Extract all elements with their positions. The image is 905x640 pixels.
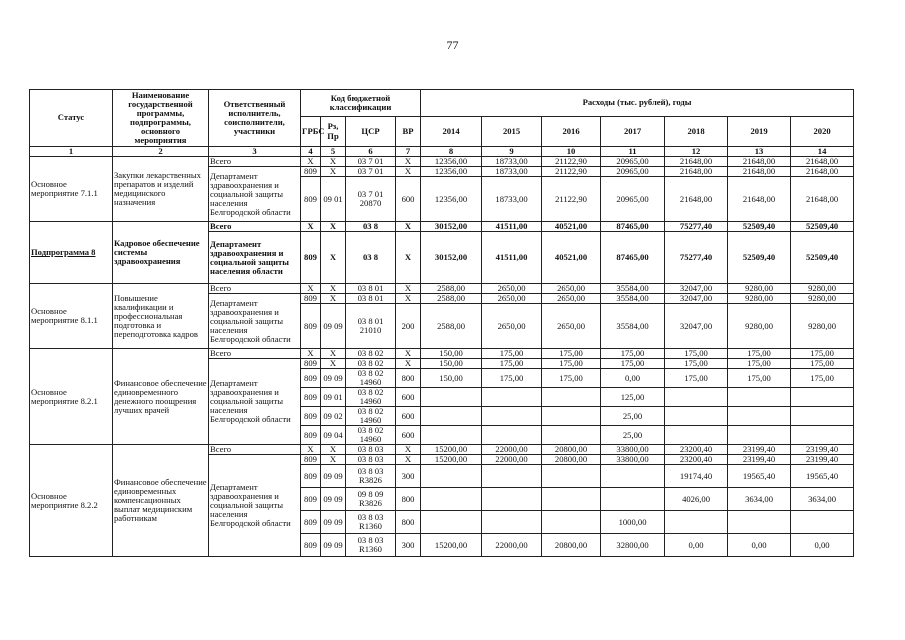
column-number: 10 bbox=[542, 147, 601, 157]
vr-cell: Х bbox=[396, 167, 421, 177]
vr-cell: 800 bbox=[396, 369, 421, 388]
column-number: 2 bbox=[113, 147, 209, 157]
table-row bbox=[30, 284, 854, 294]
vr-cell: 600 bbox=[396, 388, 421, 407]
expense-cell bbox=[421, 407, 482, 426]
expense-cell: 9280,00 bbox=[791, 304, 854, 349]
rzpr-cell: Х bbox=[321, 157, 346, 167]
csr-cell: 03 8 03 R1360 bbox=[346, 511, 396, 534]
expense-cell bbox=[421, 426, 482, 445]
expense-cell: 0,00 bbox=[728, 534, 791, 557]
expense-cell bbox=[601, 465, 665, 488]
vr-cell: Х bbox=[396, 284, 421, 294]
rzpr-cell: Х bbox=[321, 232, 346, 284]
grbs-cell: 809 bbox=[301, 426, 321, 445]
rzpr-cell: 09 01 bbox=[321, 177, 346, 222]
expense-cell: 52509,40 bbox=[791, 222, 854, 232]
expense-cell: 175,00 bbox=[482, 369, 542, 388]
expense-cell: 15200,00 bbox=[421, 534, 482, 557]
table-row bbox=[30, 445, 854, 455]
expense-cell: 175,00 bbox=[482, 349, 542, 359]
rzpr-cell: Х bbox=[321, 359, 346, 369]
expense-cell: 21648,00 bbox=[728, 167, 791, 177]
grbs-cell: 809 bbox=[301, 359, 321, 369]
expense-cell bbox=[542, 407, 601, 426]
expense-cell bbox=[791, 426, 854, 445]
rzpr-cell: Х bbox=[321, 455, 346, 465]
expense-cell bbox=[482, 511, 542, 534]
executor-cell: Всего bbox=[209, 445, 301, 455]
executor-cell: Всего bbox=[209, 284, 301, 294]
grbs-cell: 809 bbox=[301, 294, 321, 304]
expense-cell: 175,00 bbox=[665, 349, 728, 359]
grbs-cell: 809 bbox=[301, 304, 321, 349]
expense-cell: 4026,00 bbox=[665, 488, 728, 511]
expense-cell: 32047,00 bbox=[665, 284, 728, 294]
header-csr: ЦСР bbox=[346, 117, 396, 147]
expense-cell: 25,00 bbox=[601, 426, 665, 445]
column-number: 14 bbox=[791, 147, 854, 157]
vr-cell: Х bbox=[396, 445, 421, 455]
expense-cell: 20800,00 bbox=[542, 455, 601, 465]
csr-cell: 09 8 09 R3826 bbox=[346, 488, 396, 511]
rzpr-cell: 09 09 bbox=[321, 465, 346, 488]
expense-cell: 33800,00 bbox=[601, 445, 665, 455]
expense-cell: 21122,90 bbox=[542, 167, 601, 177]
table-row bbox=[30, 349, 854, 359]
expense-cell bbox=[542, 488, 601, 511]
expense-cell: 175,00 bbox=[542, 349, 601, 359]
expense-cell: 21648,00 bbox=[665, 177, 728, 222]
expense-cell: 22000,00 bbox=[482, 534, 542, 557]
table-body bbox=[30, 157, 854, 557]
name-cell: Финансовое обеспечение единовременных компенсационных выплат медицинским работникам bbox=[113, 445, 209, 557]
expense-cell: 175,00 bbox=[791, 349, 854, 359]
column-number: 7 bbox=[396, 147, 421, 157]
expense-cell: 175,00 bbox=[542, 369, 601, 388]
expense-cell: 9280,00 bbox=[791, 284, 854, 294]
expense-cell: 175,00 bbox=[482, 359, 542, 369]
expense-cell bbox=[482, 426, 542, 445]
header-status: Статус bbox=[30, 90, 113, 147]
expense-cell: 23199,40 bbox=[791, 455, 854, 465]
budget-table bbox=[29, 89, 854, 557]
header-vr: ВР bbox=[396, 117, 421, 147]
header-year: 2018 bbox=[665, 117, 728, 147]
expense-cell: 12356,00 bbox=[421, 157, 482, 167]
executor-cell: Всего bbox=[209, 349, 301, 359]
expense-cell: 21648,00 bbox=[791, 157, 854, 167]
status-cell: Основное мероприятие 7.1.1 bbox=[30, 157, 113, 222]
expense-cell bbox=[728, 407, 791, 426]
header-name: Наименование государственной программы, подпрограммы, основного мероприятия bbox=[113, 90, 209, 147]
expense-cell bbox=[665, 426, 728, 445]
header-expenses: Расходы (тыс. рублей), годы bbox=[421, 90, 854, 117]
expense-cell: 3634,00 bbox=[728, 488, 791, 511]
csr-cell: 03 8 02 14960 bbox=[346, 369, 396, 388]
rzpr-cell: Х bbox=[321, 222, 346, 232]
expense-cell: 33800,00 bbox=[601, 455, 665, 465]
expense-cell bbox=[421, 488, 482, 511]
expense-cell: 32047,00 bbox=[665, 294, 728, 304]
name-cell: Закупки лекарственных препаратов и изделий медицинского назначения bbox=[113, 157, 209, 222]
expense-cell: 30152,00 bbox=[421, 222, 482, 232]
expense-cell: 21648,00 bbox=[665, 167, 728, 177]
table-row bbox=[30, 222, 854, 232]
expense-cell bbox=[482, 407, 542, 426]
expense-cell: 9280,00 bbox=[728, 304, 791, 349]
expense-cell: 25,00 bbox=[601, 407, 665, 426]
status-cell: Основное мероприятие 8.1.1 bbox=[30, 284, 113, 349]
rzpr-cell: Х bbox=[321, 294, 346, 304]
expense-cell: 40521,00 bbox=[542, 232, 601, 284]
expense-cell: 52509,40 bbox=[728, 222, 791, 232]
expense-cell: 1000,00 bbox=[601, 511, 665, 534]
csr-cell: 03 8 02 14960 bbox=[346, 426, 396, 445]
expense-cell: 2650,00 bbox=[542, 304, 601, 349]
expense-cell: 9280,00 bbox=[728, 294, 791, 304]
expense-cell: 75277,40 bbox=[665, 232, 728, 284]
expense-cell bbox=[421, 511, 482, 534]
rzpr-cell: 09 09 bbox=[321, 488, 346, 511]
expense-cell: 18733,00 bbox=[482, 167, 542, 177]
column-number: 13 bbox=[728, 147, 791, 157]
rzpr-cell: 09 09 bbox=[321, 534, 346, 557]
expense-cell: 12356,00 bbox=[421, 167, 482, 177]
expense-cell: 175,00 bbox=[665, 369, 728, 388]
column-number: 1 bbox=[30, 147, 113, 157]
executor-cell: Департамент здравоохранения и социальной защиты населения Белгородской области bbox=[209, 167, 301, 222]
vr-cell: Х bbox=[396, 349, 421, 359]
expense-cell: 125,00 bbox=[601, 388, 665, 407]
expense-cell bbox=[791, 388, 854, 407]
expense-cell: 52509,40 bbox=[728, 232, 791, 284]
expense-cell: 87465,00 bbox=[601, 232, 665, 284]
expense-cell bbox=[728, 426, 791, 445]
grbs-cell: Х bbox=[301, 349, 321, 359]
expense-cell: 175,00 bbox=[728, 359, 791, 369]
csr-cell: 03 8 01 bbox=[346, 284, 396, 294]
expense-cell: 75277,40 bbox=[665, 222, 728, 232]
name-cell: Повышение квалификации и профессиональная подготовка и переподготовка кадров bbox=[113, 284, 209, 349]
expense-cell bbox=[482, 488, 542, 511]
expense-cell: 175,00 bbox=[542, 359, 601, 369]
executor-cell: Всего bbox=[209, 222, 301, 232]
expense-cell bbox=[728, 511, 791, 534]
executor-cell: Департамент здравоохранения и социальной защиты населения Белгородской области bbox=[209, 455, 301, 557]
expense-cell: 23199,40 bbox=[728, 455, 791, 465]
expense-cell: 87465,00 bbox=[601, 222, 665, 232]
column-number: 5 bbox=[321, 147, 346, 157]
expense-cell: 20800,00 bbox=[542, 445, 601, 455]
executor-cell: Департамент здравоохранения и социальной защиты населения области bbox=[209, 232, 301, 284]
vr-cell: 300 bbox=[396, 534, 421, 557]
csr-cell: 03 8 02 14960 bbox=[346, 407, 396, 426]
expense-cell: 32800,00 bbox=[601, 534, 665, 557]
expense-cell: 35584,00 bbox=[601, 284, 665, 294]
column-number: 9 bbox=[482, 147, 542, 157]
csr-cell: 03 7 01 bbox=[346, 167, 396, 177]
grbs-cell: Х bbox=[301, 284, 321, 294]
header-year: 2017 bbox=[601, 117, 665, 147]
rzpr-cell: 09 04 bbox=[321, 426, 346, 445]
csr-cell: 03 8 03 bbox=[346, 455, 396, 465]
expense-cell bbox=[601, 488, 665, 511]
table-row bbox=[30, 157, 854, 167]
name-cell: Финансовое обеспечение единовременного денежного поощрения лучших врачей bbox=[113, 349, 209, 445]
expense-cell: 41511,00 bbox=[482, 222, 542, 232]
expense-cell bbox=[665, 407, 728, 426]
csr-cell: 03 8 02 bbox=[346, 349, 396, 359]
grbs-cell: 809 bbox=[301, 407, 321, 426]
expense-cell bbox=[421, 388, 482, 407]
vr-cell: Х bbox=[396, 294, 421, 304]
expense-cell bbox=[542, 511, 601, 534]
status-cell: Основное мероприятие 8.2.2 bbox=[30, 445, 113, 557]
expense-cell bbox=[542, 388, 601, 407]
vr-cell: 600 bbox=[396, 426, 421, 445]
expense-cell: 9280,00 bbox=[791, 294, 854, 304]
expense-cell: 20965,00 bbox=[601, 157, 665, 167]
expense-cell: 21648,00 bbox=[791, 167, 854, 177]
column-number: 4 bbox=[301, 147, 321, 157]
grbs-cell: Х bbox=[301, 222, 321, 232]
expense-cell bbox=[665, 388, 728, 407]
expense-cell: 15200,00 bbox=[421, 455, 482, 465]
expense-cell: 175,00 bbox=[791, 369, 854, 388]
executor-cell: Всего bbox=[209, 157, 301, 167]
expense-cell: 23199,40 bbox=[791, 445, 854, 455]
expense-cell bbox=[542, 426, 601, 445]
header-year: 2015 bbox=[482, 117, 542, 147]
expense-cell: 20965,00 bbox=[601, 177, 665, 222]
expense-cell: 2650,00 bbox=[482, 294, 542, 304]
csr-cell: 03 8 bbox=[346, 222, 396, 232]
grbs-cell: 809 bbox=[301, 388, 321, 407]
expense-cell: 150,00 bbox=[421, 359, 482, 369]
header-year: 2019 bbox=[728, 117, 791, 147]
expense-cell bbox=[791, 511, 854, 534]
expense-cell: 0,00 bbox=[601, 369, 665, 388]
status-cell: Основное мероприятие 8.2.1 bbox=[30, 349, 113, 445]
expense-cell bbox=[542, 465, 601, 488]
expense-cell: 23200,40 bbox=[665, 445, 728, 455]
grbs-cell: 809 bbox=[301, 455, 321, 465]
expense-cell: 2650,00 bbox=[482, 284, 542, 294]
expense-cell: 21648,00 bbox=[728, 157, 791, 167]
expense-cell: 19565,40 bbox=[791, 465, 854, 488]
vr-cell: 800 bbox=[396, 488, 421, 511]
expense-cell: 15200,00 bbox=[421, 445, 482, 455]
grbs-cell: 809 bbox=[301, 534, 321, 557]
header-grbs: ГРБС bbox=[301, 117, 321, 147]
vr-cell: Х bbox=[396, 359, 421, 369]
header-year: 2016 bbox=[542, 117, 601, 147]
expense-cell: 175,00 bbox=[791, 359, 854, 369]
expense-cell: 23200,40 bbox=[665, 455, 728, 465]
expense-cell: 21122,90 bbox=[542, 177, 601, 222]
rzpr-cell: Х bbox=[321, 167, 346, 177]
expense-cell: 21648,00 bbox=[728, 177, 791, 222]
csr-cell: 03 8 01 bbox=[346, 294, 396, 304]
grbs-cell: 809 bbox=[301, 465, 321, 488]
name-cell: Кадровое обеспечение системы здравоохранения bbox=[113, 222, 209, 284]
expense-cell: 19565,40 bbox=[728, 465, 791, 488]
expense-cell: 32047,00 bbox=[665, 304, 728, 349]
expense-cell: 41511,00 bbox=[482, 232, 542, 284]
vr-cell: 600 bbox=[396, 177, 421, 222]
rzpr-cell: 09 09 bbox=[321, 304, 346, 349]
expense-cell: 35584,00 bbox=[601, 304, 665, 349]
expense-cell: 3634,00 bbox=[791, 488, 854, 511]
expense-cell: 23199,40 bbox=[728, 445, 791, 455]
csr-cell: 03 8 03 R3826 bbox=[346, 465, 396, 488]
expense-cell: 18733,00 bbox=[482, 157, 542, 167]
expense-cell: 22000,00 bbox=[482, 455, 542, 465]
grbs-cell: 809 bbox=[301, 177, 321, 222]
expense-cell bbox=[791, 407, 854, 426]
csr-cell: 03 8 bbox=[346, 232, 396, 284]
csr-cell: 03 8 01 21010 bbox=[346, 304, 396, 349]
csr-cell: 03 8 03 R1360 bbox=[346, 534, 396, 557]
header-rzpr: Рз, Пр bbox=[321, 117, 346, 147]
expense-cell: 21648,00 bbox=[665, 157, 728, 167]
expense-cell: 18733,00 bbox=[482, 177, 542, 222]
expense-cell: 20800,00 bbox=[542, 534, 601, 557]
expense-cell bbox=[421, 465, 482, 488]
status-cell: Подпрограмма 8 bbox=[30, 222, 113, 284]
rzpr-cell: Х bbox=[321, 349, 346, 359]
column-number-row bbox=[30, 147, 854, 157]
expense-cell: 22000,00 bbox=[482, 445, 542, 455]
column-number: 3 bbox=[209, 147, 301, 157]
vr-cell: 800 bbox=[396, 511, 421, 534]
csr-cell: 03 7 01 bbox=[346, 157, 396, 167]
grbs-cell: 809 bbox=[301, 511, 321, 534]
expense-cell: 30152,00 bbox=[421, 232, 482, 284]
expense-cell bbox=[482, 388, 542, 407]
expense-cell: 0,00 bbox=[665, 534, 728, 557]
header-executor: Ответственный исполнитель, соисполнители, участники bbox=[209, 90, 301, 147]
vr-cell: 300 bbox=[396, 465, 421, 488]
expense-cell: 175,00 bbox=[728, 369, 791, 388]
expense-cell: 19174,40 bbox=[665, 465, 728, 488]
rzpr-cell: Х bbox=[321, 284, 346, 294]
csr-cell: 03 8 02 bbox=[346, 359, 396, 369]
vr-cell: Х bbox=[396, 222, 421, 232]
column-number: 11 bbox=[601, 147, 665, 157]
expense-cell: 175,00 bbox=[601, 349, 665, 359]
page-number: 77 bbox=[446, 38, 459, 52]
expense-cell: 2588,00 bbox=[421, 304, 482, 349]
expense-cell: 0,00 bbox=[791, 534, 854, 557]
vr-cell: Х bbox=[396, 157, 421, 167]
column-number: 12 bbox=[665, 147, 728, 157]
expense-cell: 175,00 bbox=[665, 359, 728, 369]
expense-cell: 40521,00 bbox=[542, 222, 601, 232]
expense-cell: 20965,00 bbox=[601, 167, 665, 177]
expense-cell: 150,00 bbox=[421, 349, 482, 359]
csr-cell: 03 8 03 bbox=[346, 445, 396, 455]
expense-cell bbox=[665, 511, 728, 534]
expense-cell: 2650,00 bbox=[542, 284, 601, 294]
expense-cell bbox=[482, 465, 542, 488]
vr-cell: 200 bbox=[396, 304, 421, 349]
rzpr-cell: 09 01 bbox=[321, 388, 346, 407]
executor-cell: Департамент здравоохранения и социальной защиты населения Белгородской области bbox=[209, 294, 301, 349]
vr-cell: Х bbox=[396, 455, 421, 465]
expense-cell: 175,00 bbox=[728, 349, 791, 359]
expense-cell bbox=[728, 388, 791, 407]
expense-cell: 52509,40 bbox=[791, 232, 854, 284]
grbs-cell: 809 bbox=[301, 167, 321, 177]
grbs-cell: 809 bbox=[301, 369, 321, 388]
expense-cell: 21122,90 bbox=[542, 157, 601, 167]
expense-cell: 2650,00 bbox=[482, 304, 542, 349]
grbs-cell: 809 bbox=[301, 488, 321, 511]
expense-cell: 2588,00 bbox=[421, 284, 482, 294]
expense-cell: 12356,00 bbox=[421, 177, 482, 222]
column-number: 8 bbox=[421, 147, 482, 157]
grbs-cell: Х bbox=[301, 157, 321, 167]
rzpr-cell: Х bbox=[321, 445, 346, 455]
expense-cell: 150,00 bbox=[421, 369, 482, 388]
rzpr-cell: 09 02 bbox=[321, 407, 346, 426]
grbs-cell: Х bbox=[301, 445, 321, 455]
vr-cell: 600 bbox=[396, 407, 421, 426]
executor-cell: Департамент здравоохранения и социальной защиты населения Белгородской области bbox=[209, 359, 301, 445]
rzpr-cell: 09 09 bbox=[321, 511, 346, 534]
column-number: 6 bbox=[346, 147, 396, 157]
expense-cell: 9280,00 bbox=[728, 284, 791, 294]
expense-cell: 2588,00 bbox=[421, 294, 482, 304]
header-year: 2014 bbox=[421, 117, 482, 147]
expense-cell: 175,00 bbox=[601, 359, 665, 369]
expense-cell: 35584,00 bbox=[601, 294, 665, 304]
expense-cell: 2650,00 bbox=[542, 294, 601, 304]
expense-cell: 21648,00 bbox=[791, 177, 854, 222]
rzpr-cell: 09 09 bbox=[321, 369, 346, 388]
header-budget-code: Код бюджетной классификации bbox=[301, 90, 421, 117]
csr-cell: 03 7 01 20870 bbox=[346, 177, 396, 222]
header-year: 2020 bbox=[791, 117, 854, 147]
vr-cell: Х bbox=[396, 232, 421, 284]
grbs-cell: 809 bbox=[301, 232, 321, 284]
csr-cell: 03 8 02 14960 bbox=[346, 388, 396, 407]
